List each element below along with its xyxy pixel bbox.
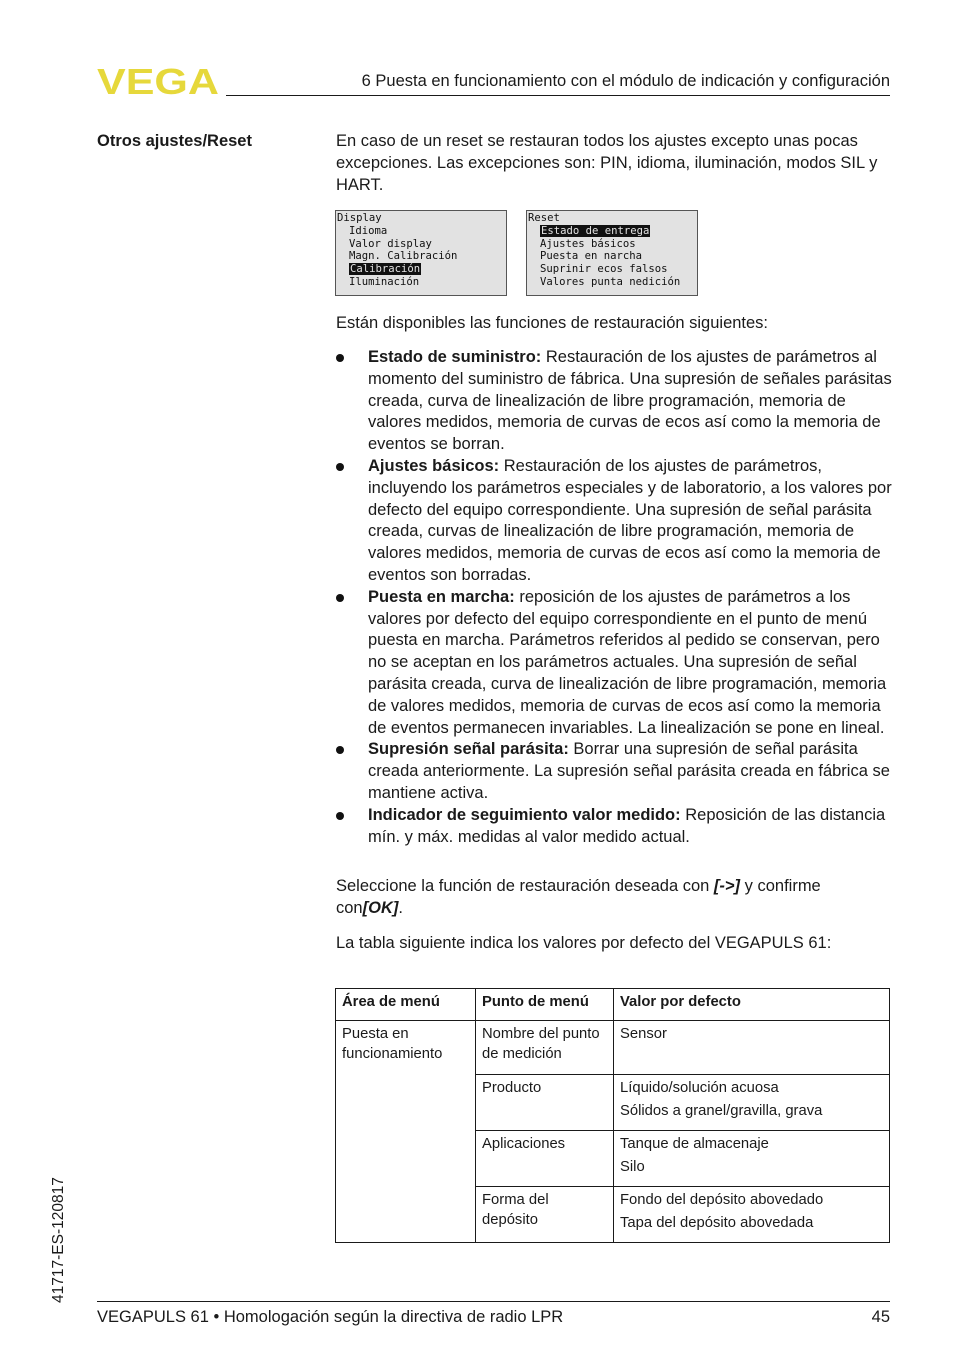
available-paragraph: Están disponibles las funciones de restauración siguientes: (336, 314, 769, 332)
document-code: 41717-ES-120817 (50, 1177, 67, 1303)
section-title: Otros ajustes/Reset (97, 132, 252, 150)
bullet-icon (336, 463, 344, 471)
bullet-icon (336, 746, 344, 754)
bullet-icon (336, 594, 344, 602)
menu-item: Suprinir ecos falsos (540, 263, 668, 276)
list-item: Indicador de seguimiento valor medido: Reposición de las distancia mín. y máx. medidas al valor medido actual. (336, 805, 892, 849)
bullet-icon (336, 354, 344, 362)
column-header: Área de menú (336, 989, 476, 1021)
menu-item-selected: Calibración (350, 263, 421, 276)
reset-function-list (336, 347, 892, 848)
value-cell: Fondo del depósito abovedado Tapa del depósito abovedada (614, 1187, 890, 1243)
column-header: Valor por defecto (614, 989, 890, 1021)
value-cell: Sensor (614, 1021, 890, 1075)
page-number: 45 (871, 1308, 890, 1326)
value-cell: Líquido/solución acuosa Sólidos a granel/gravilla, grava (614, 1075, 890, 1131)
footer-title: VEGAPULS 61 • Homologación según la directiva de radio LPR (97, 1308, 564, 1326)
header-rule (226, 95, 890, 96)
area-cell: Puesta en funcionamiento (336, 1021, 476, 1243)
list-item: Estado de suministro: Restauración de los ajustes de parámetros al momento del suministro de fábrica. Una supresión de señales parásitas creada, curva de linealización de libre programación, memoria de valores medidos, memoria de curvas de ecos así como la memoria de eventos se borran. (336, 347, 892, 456)
menu-item: Iluminación (349, 275, 420, 288)
menu-item: Valor display (349, 237, 432, 250)
menu-title: Reset (528, 212, 560, 224)
column-header: Punto de menú (476, 989, 614, 1021)
menu-item: Puesta en narcha (540, 250, 643, 263)
logo-text: VEGA (97, 66, 219, 96)
list-item: Ajustes básicos: Restauración de los ajustes de parámetros, incluyendo los parámetros especiales y de laboratorio, a los valores por defecto del equipo correspondiente. Una supresión de señal parásita creada, curvas de linealización de libre programación, memoria de valores medidos, memoria de curvas de ecos así como la memoria de eventos son borradas. (336, 456, 892, 587)
vega-logo (97, 66, 219, 96)
bullet-icon (336, 812, 344, 820)
menu-item-selected: Estado de entrega (541, 224, 650, 237)
menu-item: Magn. Calibración (349, 250, 458, 263)
display-menu-screen (335, 210, 507, 296)
table-header-row (336, 989, 890, 1021)
table-intro: La tabla siguiente indica los valores por defecto del VEGAPULS 61: (336, 934, 832, 952)
reset-menu-screen (526, 210, 698, 296)
point-cell: Aplicaciones (476, 1131, 614, 1187)
point-cell: Nombre del punto de medición (476, 1021, 614, 1075)
intro-paragraph: En caso de un reset se restauran todos los ajustes excepto unas pocas excepciones. Las excepciones son: PIN, idioma, iluminación, modos SIL y HART. (336, 132, 878, 194)
table-row (336, 1021, 890, 1075)
menu-item: Valores punta nedición (540, 275, 681, 288)
point-cell: Producto (476, 1075, 614, 1131)
menu-title: Display (337, 212, 382, 224)
menu-item: Ajustes básicos (540, 237, 636, 250)
select-instruction: Seleccione la función de restauración deseada con [->] y confirme con[OK]. (336, 877, 821, 917)
list-item: Supresión señal parásita: Borrar una supresión de señal parásita creada anteriormente. La supresión señal parásita creada en fábrica se mantiene activa. (336, 739, 892, 804)
footer-rule (97, 1301, 890, 1302)
defaults-table (335, 988, 890, 1243)
menu-item: Idioma (349, 224, 388, 237)
value-cell: Tanque de almacenaje Silo (614, 1131, 890, 1187)
list-item: Puesta en marcha: reposición de los ajustes de parámetros a los valores por defecto del equipo correspondiente en el punto de menú puesta en marcha. Parámetros referidos al pedido se conservan, pero no se aceptan en los parámetros actuales. Una supresión de señal parásita creada, curva de linealización de libre programación, memoria de valores medidos, memoria de curvas de ecos así como la memoria de eventos permanecen invariables. La linealización se pone en lineal. (336, 587, 892, 740)
chapter-heading: 6 Puesta en funcionamiento con el módulo de indicación y configuración (361, 72, 890, 90)
point-cell: Forma del depósito (476, 1187, 614, 1243)
